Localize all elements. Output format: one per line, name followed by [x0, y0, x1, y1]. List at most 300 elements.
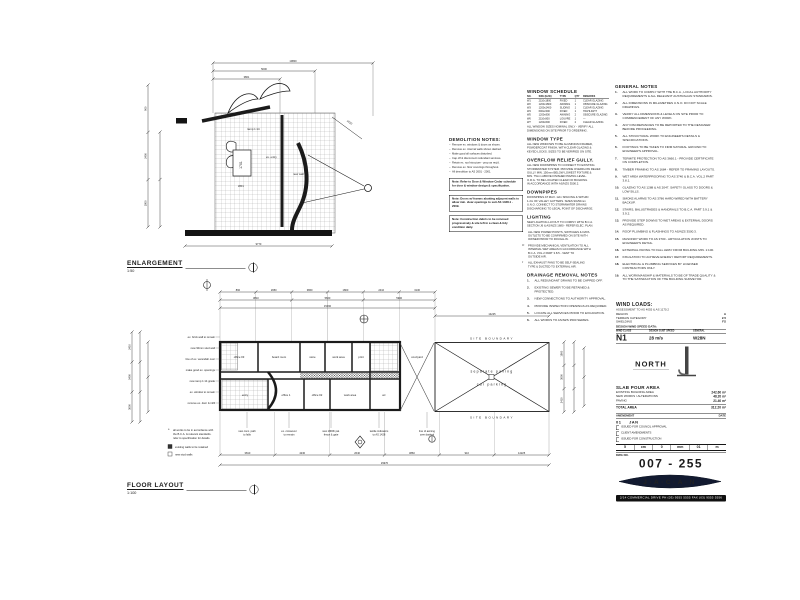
dim-label: 2410 [128, 344, 132, 350]
general-note-item [615, 168, 717, 172]
schedule-cell: 1200x1800 [538, 102, 552, 106]
dim-label: 1800 [342, 288, 349, 292]
leader-note: new 90mm stud wall [190, 347, 215, 350]
general-note-item [615, 263, 717, 271]
starred-line: ALL NEW POWER POINTS, SWITCHES & DATA [528, 230, 590, 234]
section-line: O.R.G. TO BE LOCATED CLEAR OF BUILDING [527, 178, 588, 182]
wind-row-label: REGION [616, 313, 628, 316]
legend-item-label: existing walls to be retained [175, 446, 209, 449]
item-number: 15. [615, 237, 620, 241]
schedule-row [527, 121, 609, 125]
item-text: FOOTINGS TO BE TAKEN TO FIRM NATURAL GROUND TO ENGINEER'S APPROVAL. [622, 145, 707, 154]
dim-label: 3600 [128, 404, 132, 410]
enlargement-statics [176, 63, 373, 236]
item-number: 1. [527, 279, 530, 283]
wind-row [616, 313, 726, 316]
general-note-item [615, 157, 717, 165]
schedule-col-header: SIZE (HxW) [539, 96, 560, 99]
scale-bar [616, 444, 726, 451]
detail-note: ex. entry [266, 155, 277, 159]
item-text: WET AREA WATERPROOFING TO AS 3740 & B.C.A. VOL.2 PART 3.8.1. [622, 174, 714, 183]
starred-note [522, 231, 609, 242]
room-label: office 03 [233, 355, 245, 359]
item-number: 2. [527, 286, 530, 290]
leader-note: to remain [283, 433, 295, 437]
dim-label: 2410 [378, 288, 385, 292]
dim-label: 2640 [354, 451, 360, 455]
bullet-icon: – [449, 161, 451, 165]
general-note-item [615, 102, 717, 110]
general-note-item [615, 113, 717, 121]
section-line: GULLY MIN. 150mm BELOW LOWEST FIXTURE & [527, 171, 592, 175]
item-number: 18. [615, 262, 620, 267]
item-text: ALL WORKS TO AS/NZS 3500 SERIES. [534, 318, 590, 323]
area-value: 21.40 m² [713, 399, 726, 403]
schedule-col-header: QTY [575, 96, 583, 99]
schedule-cell: CLEAR GLAZING [583, 99, 604, 103]
bracket-icon [616, 431, 619, 436]
dim-label: 3600 [560, 374, 564, 380]
schedule-cell: 2110x900 [538, 117, 550, 121]
item-number: 4. [527, 304, 530, 308]
item-number: 7. [615, 156, 618, 161]
scale-cell: cm [634, 445, 652, 450]
general-note-item [615, 146, 717, 154]
schedule-cell: 2 [574, 113, 577, 117]
item-number: 3. [615, 112, 618, 117]
section-line: MIN. 75mm ABOVE FINISHED PAVING LEVEL. [527, 175, 587, 179]
dim-label: 2400 [144, 153, 148, 159]
schedule-cell: OBSCURE GLAZING [583, 113, 608, 117]
item-text: INSULATION TO ACHIEVE ENERGY REPORT REQUIREMENTS. [622, 255, 713, 260]
schedule-cell: 1 [574, 106, 577, 110]
item-number: 19. [615, 273, 620, 278]
room-label: print [358, 355, 364, 359]
general-notes-heading: GENERAL NOTES [615, 84, 658, 89]
item-number: 17. [615, 255, 620, 260]
note-item [449, 153, 523, 156]
north-arrow [616, 343, 724, 380]
item-number: 6. [527, 318, 530, 323]
note-text: Cap off & disconnect redundant services. [452, 157, 502, 161]
section-heading: OVERFLOW RELIEF GULLY. [527, 157, 594, 163]
area-value: 48.20 m² [713, 395, 726, 399]
revision-item [616, 426, 726, 431]
detail-note: W01 [238, 184, 244, 188]
item-number: 14. [615, 230, 620, 234]
legend-asterisk: * [168, 427, 170, 432]
asterisk-marker: * [522, 261, 524, 265]
note-item [449, 144, 523, 147]
dwg-number-block [616, 452, 726, 470]
item-text: ALL WORK TO COMPLY WITH THE B.C.A., LOCAL AUTHORITY REQUIREMENTS & ALL RELEVANT AUSTRALIAN STANDARDS. [622, 90, 713, 98]
room-label: store [309, 355, 316, 359]
north-pole [685, 346, 689, 374]
window-schedule-heading: WINDOW SCHEDULE [527, 89, 578, 94]
note-item [449, 162, 523, 165]
item-text: TIMBER FRAMING TO AS 1684 - REFER TO FRAMING LAYOUTS. [622, 167, 715, 172]
section-line: DISCHARGING TO LEGAL POINT OF DISCHARGE. [527, 207, 594, 211]
boxed-note: Note: Construction debris to be removed progressively & site left in a clean & tidy condition daily. [449, 216, 523, 233]
north-label: NORTH [635, 359, 667, 369]
schedule-col-header: NO. [527, 96, 539, 99]
asterisk-marker: ** [522, 244, 525, 248]
schedule-cell: CLEAR GLAZING [583, 120, 604, 124]
section-line: DOWNPIPES AT MAX. 12m SPACING & WITHIN [527, 196, 589, 200]
schedule-footnote: DIMENSIONS ON SITE PRIOR TO ORDERING. [527, 129, 588, 133]
section-line: IN ACCORDANCE WITH AS/NZS 3500.2. [527, 182, 580, 186]
dim-label: 1800 [560, 350, 564, 357]
starred-note [522, 262, 609, 269]
areas-total: TOTAL AREA 312.20 m² [616, 405, 726, 410]
enlargement-base-wall [185, 230, 332, 236]
general-note-item [615, 230, 717, 234]
revision-text: ISSUED FOR COUNCIL APPROVAL [621, 425, 667, 429]
schedule-cell: 1200x900 [538, 113, 550, 117]
starred-line: OWNER PRIOR TO ROUGH-IN. [528, 238, 569, 242]
item-text: STAIRS, BALUSTRADES & HANDRAILS TO B.C.A. PART 3.9.1 & 3.9.2. [622, 208, 713, 216]
dim-label: 3810 [244, 451, 251, 455]
schedule-cell: 1200x2400 [538, 106, 552, 110]
area-row [616, 391, 726, 395]
schedule-cell: 1 [574, 102, 577, 106]
courtyard-braces [400, 343, 434, 411]
schedule-cell: 2 [574, 120, 577, 124]
schedule-cell: W1 [527, 99, 531, 103]
dim-label: 5400 [128, 374, 132, 380]
dim-label: 2410 [560, 397, 564, 404]
item-text: PROVIDE INSPECTION OPENINGS AS REQUIRED. [534, 304, 608, 308]
title-block [616, 302, 726, 517]
section-heading: LIGHTING [527, 214, 551, 220]
general-note-item [615, 175, 717, 183]
revision-col-date: DATE [718, 414, 726, 418]
schedule-cell: 1200x600 [538, 120, 550, 124]
starred-line: OUTLETS TO BE CONFIRMED ON SITE WITH [528, 234, 588, 238]
item-number: 5. [527, 311, 530, 316]
floor-plan-label [127, 481, 317, 513]
wind-loads-subheading: ASSESSMENT TO AS 4055 & AS 1170.2 [616, 308, 669, 312]
north-point-marker-icon [355, 436, 365, 448]
dim-label: 9770 [255, 242, 262, 246]
revision-text: CLIENT AMENDMENTS [621, 431, 652, 435]
schedule-cell: OBSCURE GLAZING [583, 102, 608, 106]
leader-note: new 1800h pal. [322, 430, 340, 433]
item-number: 12. [615, 208, 620, 212]
window-schedule-table [527, 96, 609, 125]
schedule-cell: W6 [527, 117, 531, 121]
jacan-logo [616, 473, 724, 491]
note-text: Make good all surfaces disturbed. [452, 152, 493, 156]
room-label: work area [332, 355, 345, 359]
area-row [616, 399, 726, 403]
revision-item [616, 437, 726, 442]
demolition-notes [449, 137, 523, 257]
item-number: 4. [615, 123, 618, 128]
dim-label: 4230 [299, 451, 306, 455]
schedule-footnote: ALL WINDOW SIZES NOMINAL ONLY - VERIFY ALL [527, 125, 594, 129]
item-text: EXTERNAL PAVING TO FALL AWAY FROM BUILDING MIN. 1:100. [622, 248, 714, 252]
item-text: GLAZING TO AS 1288 & AS 2047. SAFETY GLASS TO DOORS & LOW SILLS. [622, 186, 713, 194]
schedule-cell: 1 [574, 117, 577, 121]
site-boundary-bottom-label: SITE BOUNDARY [470, 415, 514, 420]
section-line: STORMWATER SYSTEM. PROVIDE OVERFLOW RELIEF [527, 167, 601, 171]
dim-label: 3860 [306, 288, 313, 292]
bullet-icon: – [449, 157, 451, 161]
general-note-item [615, 197, 717, 205]
wind-class-value: N1 [616, 333, 627, 343]
enlargement-title: ENLARGEMENT [127, 259, 183, 267]
starred-note [522, 244, 609, 259]
room-label: office 02 [311, 393, 323, 397]
item-text: MASONRY WORK TO AS 3700 - ARTICULATION JOINTS TO ENGINEER'S DETAIL. [622, 237, 707, 245]
legend-note: all works to be in accordance with [173, 429, 214, 432]
leader-note: to falls [243, 433, 251, 437]
dim-label: 910 [464, 451, 469, 455]
bullet-icon: – [449, 170, 451, 174]
north-foot [679, 369, 685, 374]
leader-note: fence & gate [323, 433, 339, 437]
roof-petal [260, 83, 290, 99]
address-bar: 2/14 COMMERCIAL DRIVE PH (03) 9555 5555 FAX (03) 9555 5556 [616, 495, 726, 502]
note-text: Retain ex. roof structure - prop as req'd. [452, 161, 500, 165]
item-text: TERMITE PROTECTION TO AS 3660.1 - PROVIDE CERTIFICATE ON COMPLETION. [622, 156, 714, 165]
scale-cell: 0 [653, 445, 671, 450]
viewpoint-circle [365, 185, 372, 192]
schedule-cell: 1 [574, 110, 577, 114]
section-line: NEW LIGHTING LAYOUT TO COMPLY WITH B.C.A. [527, 220, 593, 224]
item-text: VERIFY ALL DIMENSIONS & LEVELS ON SITE PRIOR TO COMMENCEMENT OF ANY WORK. [622, 112, 704, 120]
item-text: PROVIDE STEP DOWNS TO WET AREAS & EXTERNAL DOORS AS REQUIRED. [622, 219, 713, 227]
dim-label: 29970 [380, 461, 389, 465]
leader-note: new ramp 1:14 grade [189, 380, 215, 383]
revision-block [616, 413, 726, 451]
wind-loads-block [616, 302, 726, 343]
bracket-icon [616, 426, 619, 431]
demolition-notes-heading: DEMOLITION NOTES: [449, 137, 501, 142]
item-text: ANY DISCREPANCIES TO BE REPORTED TO THE DESIGNER BEFORE PROCEEDING. [622, 123, 711, 132]
logo-text: J·A·C·A·N [643, 479, 697, 487]
starred-line: INTERNAL WET AREAS IN ACCORDANCE WITH [528, 248, 591, 252]
room-label: wc [382, 393, 386, 397]
bullet-icon: – [449, 148, 451, 152]
schedule-cell: AWNING [559, 113, 571, 117]
general-note-item [615, 91, 717, 99]
floor-plan-statics [204, 279, 550, 448]
item-text: ALL WORKMANSHIP & MATERIALS TO BE OF TRADE QUALITY & TO THE SATISFACTION OF THE BUILDING SURVEYOR. [622, 273, 716, 282]
general-note-item [615, 219, 717, 227]
leader-note: ex. crossover [281, 430, 297, 433]
item-text: ELECTRICAL & PLUMBING SERVICES BY LICENSED CONTRACTORS ONLY. [622, 262, 698, 271]
item-text: ALL STRUCTURAL WORK TO ENGINEER'S DETAILS & SPECIFICATIONS. [622, 134, 700, 143]
floor-plan-scale: 1:100 [127, 490, 137, 495]
item-number: 13. [615, 219, 620, 223]
starred-line: ALL EXHAUST FANS TO BE SELF-SEALING [528, 261, 585, 265]
gust-speed-value: 28 m/s [649, 335, 664, 341]
note-item [449, 157, 523, 160]
section-line: 1.2m OF VALLEY GUTTERS. SIZES 90x50mm [527, 199, 586, 203]
dim-label: 15460 [323, 304, 332, 308]
schedule-cell: 600x2400 [538, 110, 550, 114]
item-number: 3. [527, 297, 530, 301]
scale-cell: mm [671, 445, 689, 450]
drainage-heading: DRAINAGE REMOVAL NOTES [527, 272, 598, 278]
schedule-cell: W5 [527, 113, 531, 117]
item-number: 6. [615, 145, 618, 150]
dim-label: 5660 [324, 296, 331, 300]
starred-line: B.C.A. VOL.2 PART 3.8.5 - VENT TO [528, 251, 575, 255]
detail-marker-icon [249, 263, 258, 272]
general-note-item [615, 237, 717, 245]
legend-swatch [168, 445, 172, 449]
asterisk-marker: * [522, 230, 524, 234]
schedule-cell: HIGHLIGHT [583, 110, 597, 114]
room-label: board room [271, 355, 287, 359]
starred-line: PROVIDE MECHANICAL VENTILATION TO ALL [528, 244, 589, 248]
legend-item-label: new stud walls [175, 453, 193, 457]
schedule-cell: LOUVRE [559, 117, 571, 121]
general-note-item [615, 208, 717, 216]
note-text: Remove ex. windows & doors as shown. [452, 143, 501, 147]
dim-label: 3801 [243, 75, 250, 79]
parking-label-line1: separate paving [470, 369, 514, 374]
item-text: LOCATE ALL SERVICES PRIOR TO EXCAVATION. [534, 311, 605, 316]
parking-center-post [489, 375, 494, 380]
note-item [449, 166, 523, 169]
schedule-cell: FIXED [559, 120, 568, 124]
wind-rating-value: W28N [693, 335, 706, 341]
leader-note: make good ex. openings [185, 369, 215, 372]
item-text: ALL DIMENSIONS IN MILLIMETRES U.N.O. DO NOT SCALE DRAWINGS. [622, 101, 707, 109]
item-number: 11. [615, 197, 620, 201]
revision-item [616, 431, 726, 436]
schedule-cell: W7 [527, 120, 531, 124]
schedule-cell: W3 [527, 106, 531, 110]
revision-col-amendment: AMENDMENT [616, 414, 635, 418]
detail-note: new wall [293, 172, 304, 176]
leader-note: tactile indicators [369, 430, 389, 433]
scale-cell: 5 [616, 445, 634, 450]
schedule-cell: 2110x1800 [538, 99, 552, 103]
room-label: entry [241, 393, 249, 397]
schedule-cell: 1 [574, 99, 577, 103]
schedule-notes-column [522, 89, 609, 323]
diagonal-dim-label: 1910 [345, 119, 353, 126]
section-line: POWDERCOAT FINISH, WITH CLEAR GLAZING & [527, 146, 592, 150]
item-number: 10. [615, 186, 620, 190]
hatched-corridor [300, 373, 400, 378]
schedule-cell: W2 [527, 102, 531, 106]
section-line: KEYED LOCKS. SIZES TO BE VERIFIED ON SITE. [527, 150, 592, 154]
item-number: 2. [615, 101, 618, 106]
room-label: work area [343, 393, 357, 397]
bracket-icon [616, 437, 619, 442]
legend-note: refer to specification for details. [173, 437, 211, 440]
starred-line: TYPE & DUCTED TO EXTERNAL AIR. [528, 265, 577, 269]
note-text: Remove ex. internal walls shown dashed. [452, 148, 502, 152]
revision-issue: 01 JAN [616, 419, 639, 425]
leader-note: new conc. path [238, 430, 256, 433]
lift-box-label: 1701 [239, 161, 243, 169]
item-text: SMOKE ALARMS TO AS 3786 HARD WIRED WITH BATTERY BACKUP. [622, 197, 708, 205]
schedule-cell: — [583, 117, 586, 121]
dim-label: 2950 [270, 288, 277, 292]
section-line: ALL NEW DOWNPIPES TO CONNECT TO EXISTING [527, 164, 595, 168]
item-number: 5. [615, 134, 618, 139]
site-boundary-top-label: SITE BOUNDARY [470, 336, 514, 341]
item-number: 9. [615, 174, 618, 179]
general-note-item [615, 248, 717, 252]
dim-label: 5000 [261, 67, 267, 71]
wind-row-value: 2.5 [721, 316, 726, 320]
schedule-cell: W4 [527, 110, 531, 114]
item-text: ROOF PLUMBING & FLASHINGS TO AS/NZS 3500.3. [622, 230, 697, 234]
schedule-cell: FIXED [559, 99, 568, 103]
starred-line: OUTSIDE AIR. [528, 255, 547, 259]
dwg-number: 007 - 255 [638, 456, 704, 471]
tiled-room [371, 343, 398, 371]
wind-row-value: FS [722, 320, 726, 324]
area-label: NEW WORKS / ALTERATIONS [616, 395, 658, 399]
general-note-item [615, 186, 717, 194]
dim-label: 14225 [488, 312, 496, 316]
dim-label: 3130 [414, 288, 420, 292]
general-notes-column [615, 84, 717, 304]
general-note-item [615, 256, 717, 260]
schedule-cell: FIXED [559, 110, 568, 114]
dim-label: 3860 [409, 451, 415, 455]
note-text: Remove ex. floor coverings throughout. [452, 166, 500, 170]
enlargement-scale: 1:50 [127, 268, 135, 273]
courtyard-label: courtyard [411, 356, 423, 359]
schedule-cell: CLEAR GLAZING [583, 106, 604, 110]
dim-label: 900 [144, 106, 148, 111]
section-line: U.N.O. CONNECT TO STORMWATER DRAINS [527, 203, 587, 207]
schedule-cell: SLIDING [559, 106, 570, 110]
bullet-icon: – [449, 166, 451, 170]
bullet-icon: – [449, 152, 451, 156]
boxed-note: Note: Doors w/ frames abutting adjacent walls to allow min. clear openings to suit AS 1428.1 - 2009. [449, 195, 523, 212]
parking-label-line2: car parking [476, 382, 508, 387]
item-number: 8. [615, 167, 618, 172]
leader-note: line of ex. verandah over [185, 358, 215, 361]
detail-note: ramp 1:14 [247, 127, 260, 131]
leader-note: ex. window to remain [189, 391, 215, 394]
dim-label: 1800 [144, 200, 148, 207]
schedule-row [527, 113, 609, 117]
bullet-icon: – [449, 143, 451, 147]
item-text: EXISTING SEWER TO BE RETAINED & PROTECTED. [534, 286, 590, 294]
dim-label: 860 [235, 288, 241, 292]
area-label: PAVING [616, 399, 627, 403]
section-heading: DOWNPIPES [527, 189, 558, 195]
dim-label: 5990 [396, 296, 403, 300]
room-label: office 1 [281, 393, 291, 397]
leader-note: remove ex. door & infill [187, 402, 215, 405]
wind-row [616, 321, 726, 324]
item-text: NEW CONNECTIONS TO AUTHORITY APPROVAL. [534, 297, 606, 301]
item-number: 16. [615, 248, 620, 252]
wind-table-caption: DESIGN WIND SPEED DATA: [616, 325, 658, 329]
curved-wall [268, 372, 276, 409]
enlargement-drawing [140, 55, 450, 270]
legend-note: the B.C.A. & relevant standards. [173, 433, 212, 436]
schedule-cell: AWNING [559, 102, 571, 106]
label-rule [186, 268, 246, 269]
wind-table: WIND CLASS DESIGN GUST SPEED GENERAL N1 28 m/s W28N [616, 329, 726, 343]
general-note-item [615, 135, 717, 143]
note-text: All demolition to AS 2601 - 2001. [452, 170, 492, 174]
